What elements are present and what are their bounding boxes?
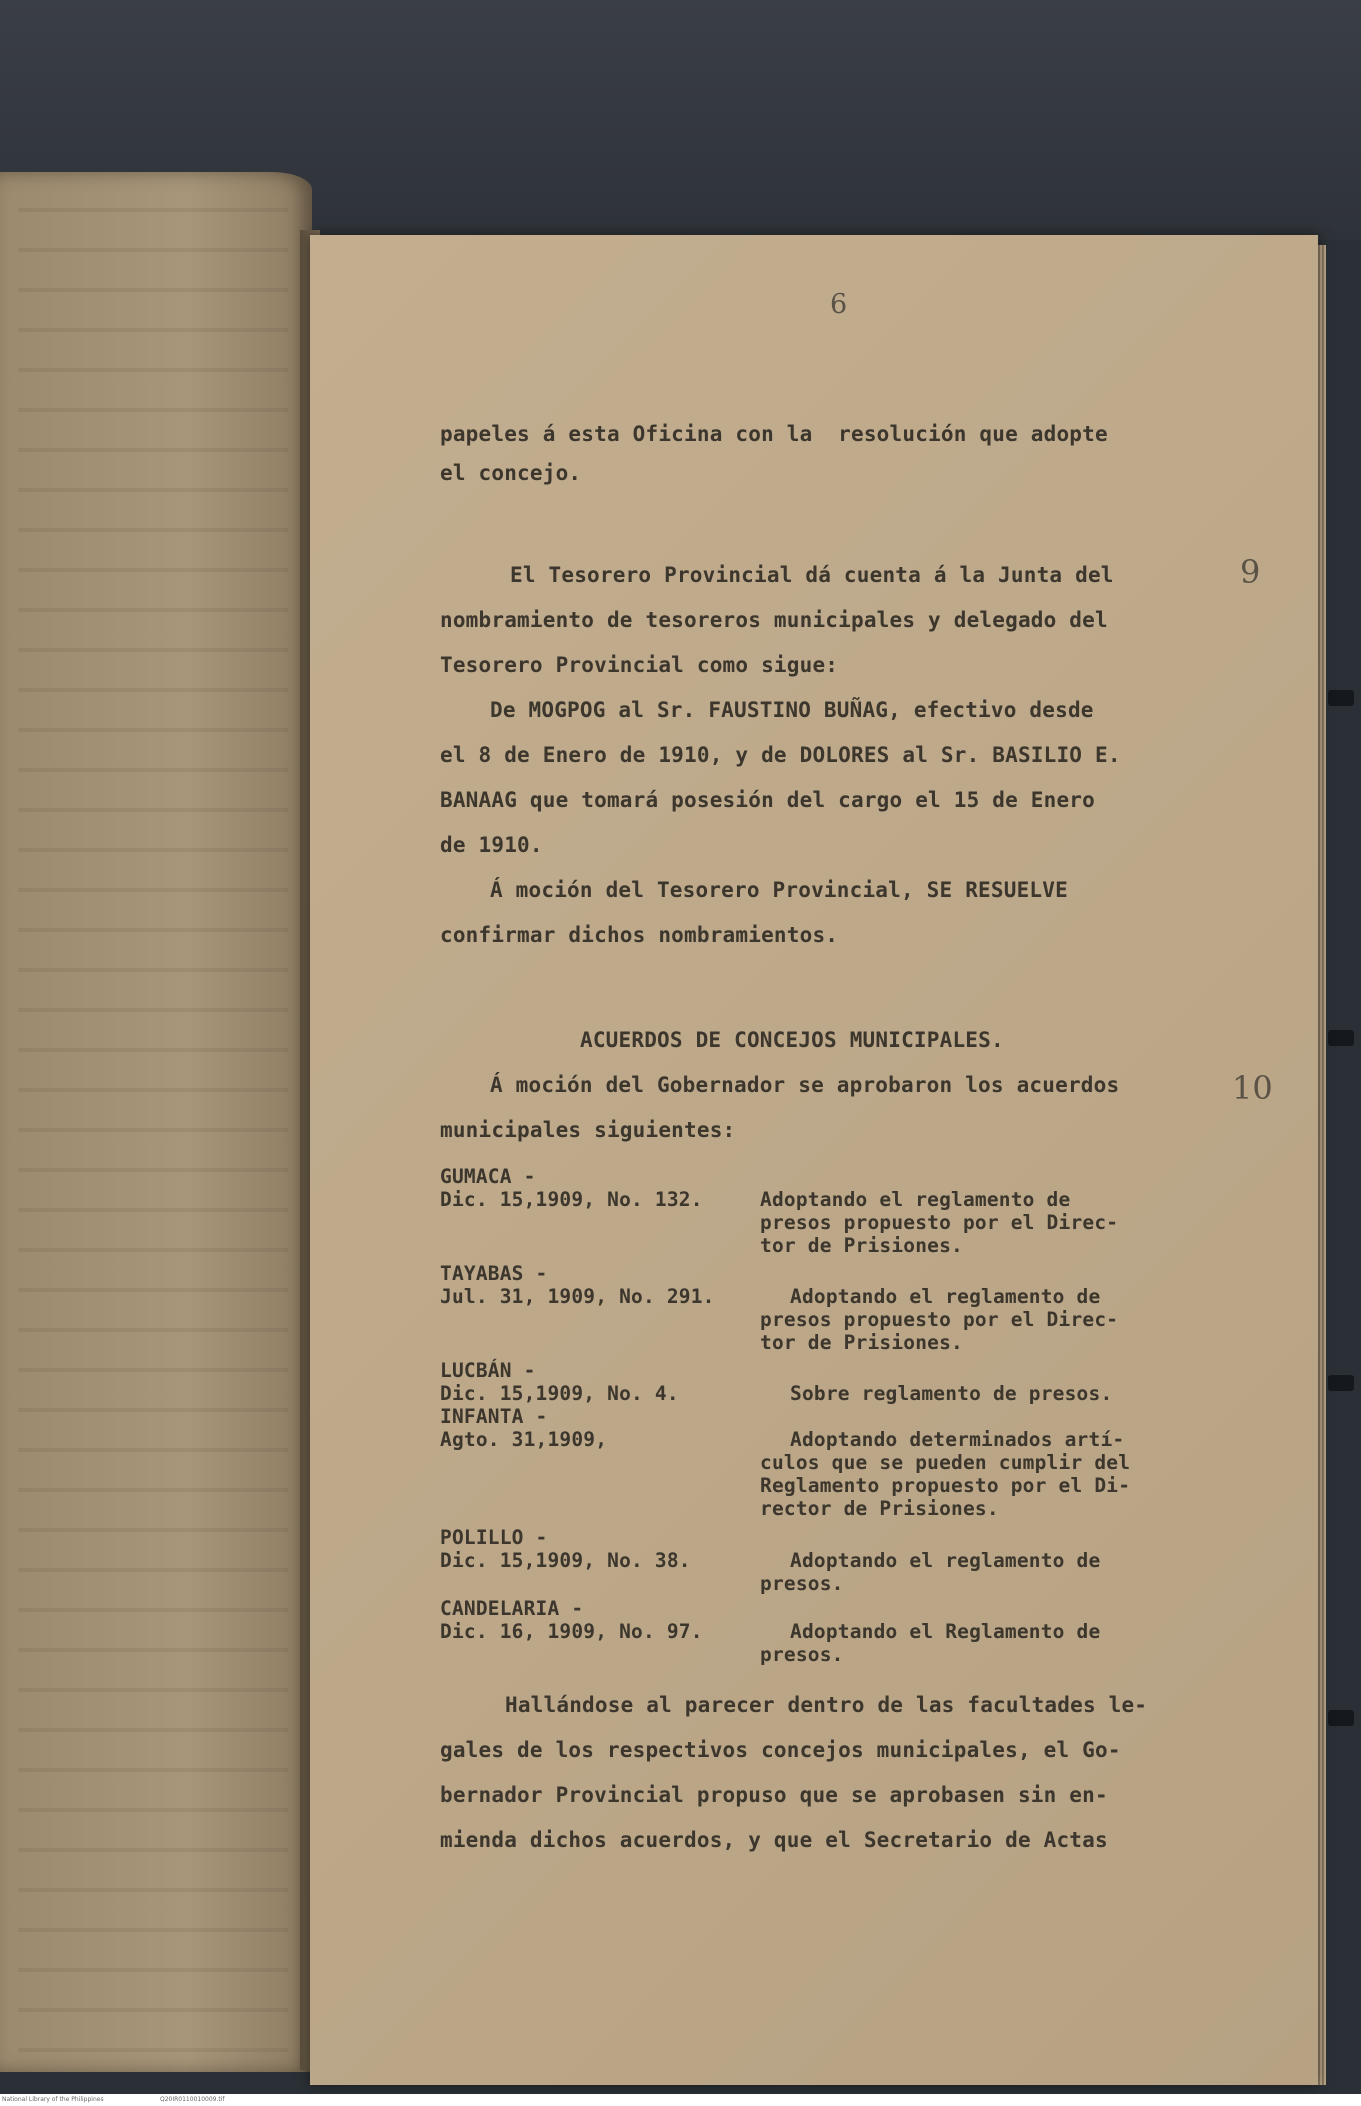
text-line: nombramiento de tesoreros municipales y delegado del xyxy=(440,608,1108,632)
acuerdo-desc: rector de Prisiones. xyxy=(760,1497,999,1520)
binder-clip xyxy=(1328,1375,1354,1391)
text-line: confirmar dichos nombramientos. xyxy=(440,923,839,947)
binder-clip xyxy=(1328,690,1354,706)
acuerdo-desc: Sobre reglamento de presos. xyxy=(790,1382,1113,1405)
acuerdo-desc: tor de Prisiones. xyxy=(760,1331,963,1354)
text-line: el 8 de Enero de 1910, y de DOLORES al Sr. BASILIO E. xyxy=(440,743,1121,767)
text-line: el concejo. xyxy=(440,461,582,485)
acuerdo-desc: presos. xyxy=(760,1572,844,1595)
acuerdo-ref: Dic. 15,1909, No. 4. xyxy=(440,1382,679,1405)
text-line: gales de los respectivos concejos municipales, el Go- xyxy=(440,1738,1121,1762)
binder-clip xyxy=(1328,1030,1354,1046)
acuerdo-ref: Agto. 31,1909, xyxy=(440,1428,608,1451)
scan-footer xyxy=(0,2094,1361,2106)
acuerdo-town: LUCBÁN - xyxy=(440,1359,536,1382)
text-line: Hallándose al parecer dentro de las facultades le- xyxy=(505,1693,1148,1717)
acuerdo-desc: presos propuesto por el Direc- xyxy=(760,1308,1119,1331)
text-line: Á moción del Gobernador se aprobaron los acuerdos xyxy=(490,1073,1120,1097)
left-page xyxy=(0,172,312,2072)
acuerdo-desc: culos que se pueden cumplir del xyxy=(760,1451,1131,1474)
acuerdo-desc: Adoptando determinados artí- xyxy=(790,1428,1125,1451)
text-line: Tesorero Provincial como sigue: xyxy=(440,653,839,677)
margin-note: 9 xyxy=(1240,553,1261,591)
acuerdo-desc: Adoptando el Reglamento de xyxy=(790,1620,1101,1643)
text-line: De MOGPOG al Sr. FAUSTINO BUÑAG, efectivo desde xyxy=(490,698,1094,722)
footer-filename: Q20IR0110010009.tif xyxy=(160,2096,225,2103)
acuerdo-town: INFANTA - xyxy=(440,1405,548,1428)
binder-clip xyxy=(1328,1710,1354,1726)
text-line: Á moción del Tesorero Provincial, SE RESUELVE xyxy=(490,878,1068,902)
right-page xyxy=(310,235,1318,2085)
acuerdo-ref: Dic. 15,1909, No. 38. xyxy=(440,1549,691,1572)
acuerdo-ref: Dic. 15,1909, No. 132. xyxy=(440,1188,703,1211)
text-line: El Tesorero Provincial dá cuenta á la Junta del xyxy=(510,563,1114,587)
acuerdo-town: GUMACA - xyxy=(440,1165,536,1188)
text-line: mienda dichos acuerdos, y que el Secretario de Actas xyxy=(440,1828,1108,1852)
acuerdo-town: TAYABAS - xyxy=(440,1262,548,1285)
text-line: papeles á esta Oficina con la resolución que adopte xyxy=(440,422,1108,446)
acuerdo-desc: Adoptando el reglamento de xyxy=(790,1549,1101,1572)
text-line: bernador Provincial propuso que se aprobasen sin en- xyxy=(440,1783,1108,1807)
text-line: municipales siguientes: xyxy=(440,1118,736,1142)
acuerdo-desc: Adoptando el reglamento de xyxy=(790,1285,1101,1308)
acuerdo-desc: presos. xyxy=(760,1643,844,1666)
acuerdo-desc: Reglamento propuesto por el Di- xyxy=(760,1474,1131,1497)
section-heading: ACUERDOS DE CONCEJOS MUNICIPALES. xyxy=(580,1028,1004,1052)
text-line: de 1910. xyxy=(440,833,543,857)
footer-library: National Library of the Philippines xyxy=(2,2096,104,2103)
acuerdo-town: POLILLO - xyxy=(440,1526,548,1549)
acuerdo-ref: Dic. 16, 1909, No. 97. xyxy=(440,1620,703,1643)
acuerdo-town: CANDELARIA - xyxy=(440,1597,584,1620)
acuerdo-ref: Jul. 31, 1909, No. 291. xyxy=(440,1285,715,1308)
margin-note: 10 xyxy=(1232,1069,1273,1107)
acuerdo-desc: presos propuesto por el Direc- xyxy=(760,1211,1119,1234)
page-number: 6 xyxy=(830,289,848,320)
text-line: BANAAG que tomará posesión del cargo el 15 de Enero xyxy=(440,788,1095,812)
acuerdo-desc: Adoptando el reglamento de xyxy=(760,1188,1071,1211)
acuerdo-desc: tor de Prisiones. xyxy=(760,1234,963,1257)
left-page-bleed-text xyxy=(18,172,288,2072)
